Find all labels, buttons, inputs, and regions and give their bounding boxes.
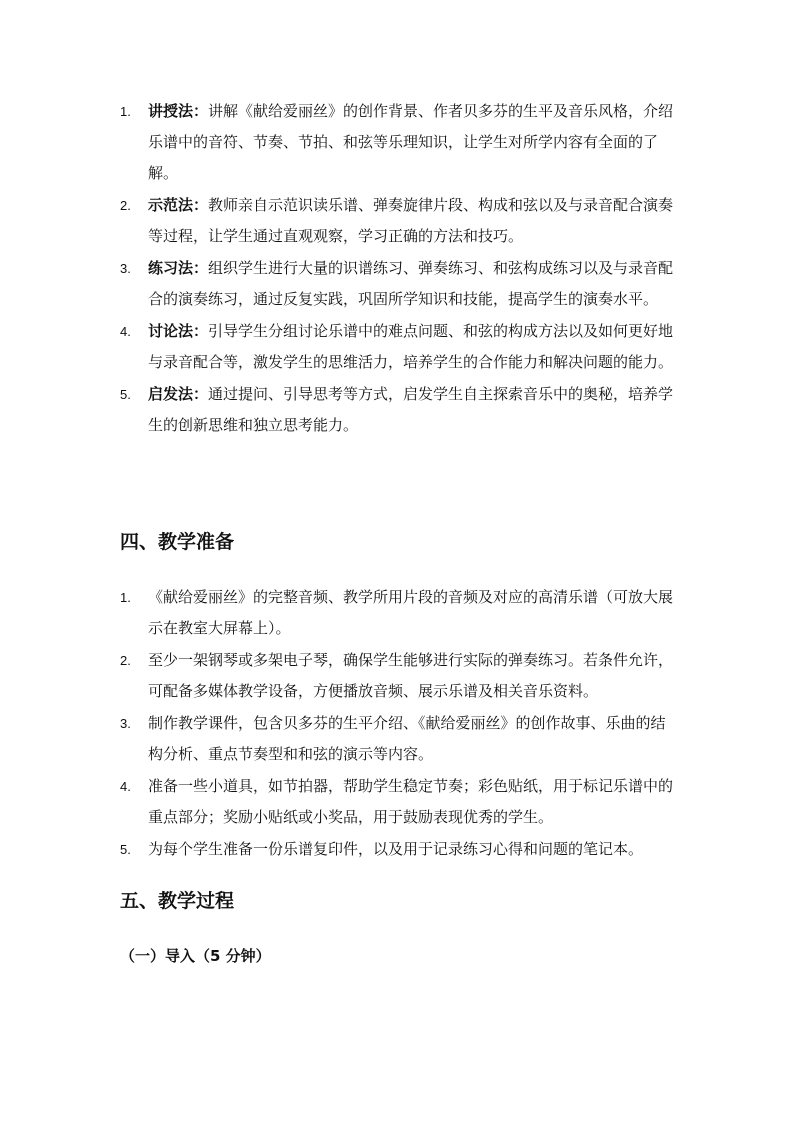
- method-description: 引导学生分组讨论乐谱中的难点问题、和弦的构成方法以及如何更好地与录音配合等，激发学生的思维活力，培养学生的合作能力和解决问题的能力。: [148, 322, 674, 371]
- list-item: [120, 379, 680, 441]
- item-number: 5.: [120, 842, 131, 857]
- method-term: 示范法: [148, 196, 194, 214]
- item-text: 至少一架钢琴或多架电子琴，确保学生能够进行实际的弹奏练习。若条件允许，可配备多媒体教学设备，方便播放音频、展示乐谱及相关音乐资料。: [148, 651, 674, 700]
- term-colon: ：: [193, 102, 209, 120]
- method-term: 讨论法: [148, 322, 194, 340]
- item-number: 4.: [120, 324, 131, 339]
- item-number: 5.: [120, 387, 131, 402]
- item-number: 4.: [120, 779, 131, 794]
- method-description: 讲解《献给爱丽丝》的创作背景、作者贝多芬的生平及音乐风格，介绍乐谱中的音符、节奏、节拍、和弦等乐理知识，让学生对所学内容有全面的了解。: [148, 102, 674, 182]
- item-text: 准备一些小道具，如节拍器，帮助学生稳定节奏；彩色贴纸，用于标记乐谱中的重点部分；奖励小贴纸或小奖品，用于鼓励表现优秀的学生。: [148, 777, 674, 826]
- subsection-heading-introduction: （一）导入（5 分钟）: [120, 947, 271, 965]
- item-number: 2.: [120, 653, 131, 668]
- term-colon: ：: [193, 385, 209, 403]
- term-colon: ：: [193, 259, 209, 277]
- method-description: 通过提问、引导思考等方式，启发学生自主探索音乐中的奥秘，培养学生的创新思维和独立思考能力。: [148, 385, 674, 434]
- section-heading-teaching-process: 五、教学过程: [120, 890, 235, 912]
- item-text: 《献给爱丽丝》的完整音频、教学所用片段的音频及对应的高清乐谱（可放大展示在教室大屏幕上）。: [148, 588, 674, 637]
- item-number: 1.: [120, 104, 131, 119]
- section-heading-teaching-preparation: 四、教学准备: [120, 531, 235, 553]
- teaching-methods-list: [120, 96, 680, 442]
- list-item: [120, 96, 680, 189]
- item-number: 2.: [120, 198, 131, 213]
- list-item: [120, 708, 680, 770]
- list-item: [120, 771, 680, 833]
- term-colon: ：: [193, 196, 209, 214]
- item-number: 1.: [120, 590, 131, 605]
- list-item: [120, 645, 680, 707]
- method-term: 练习法: [148, 259, 194, 277]
- list-item: [120, 582, 680, 644]
- list-item: [120, 190, 680, 252]
- term-colon: ：: [193, 322, 209, 340]
- item-text: 为每个学生准备一份乐谱复印件，以及用于记录练习心得和问题的笔记本。: [148, 840, 644, 858]
- item-number: 3.: [120, 261, 131, 276]
- method-description: 教师亲自示范识读乐谱、弹奏旋律片段、构成和弦以及与录音配合演奏等过程，让学生通过直观观察，学习正确的方法和技巧。: [148, 196, 674, 245]
- teaching-preparation-list: [120, 582, 680, 866]
- item-text: 制作教学课件，包含贝多芬的生平介绍、《献给爱丽丝》的创作故事、乐曲的结构分析、重点节奏型和和弦的演示等内容。: [148, 714, 666, 763]
- item-number: 3.: [120, 716, 131, 731]
- list-item: [120, 316, 680, 378]
- list-item: [120, 253, 680, 315]
- method-term: 启发法: [148, 385, 194, 403]
- method-term: 讲授法: [148, 102, 194, 120]
- method-description: 组织学生进行大量的识谱练习、弹奏练习、和弦构成练习以及与录音配合的演奏练习，通过反复实践，巩固所学知识和技能，提高学生的演奏水平。: [148, 259, 674, 308]
- list-item: [120, 834, 680, 865]
